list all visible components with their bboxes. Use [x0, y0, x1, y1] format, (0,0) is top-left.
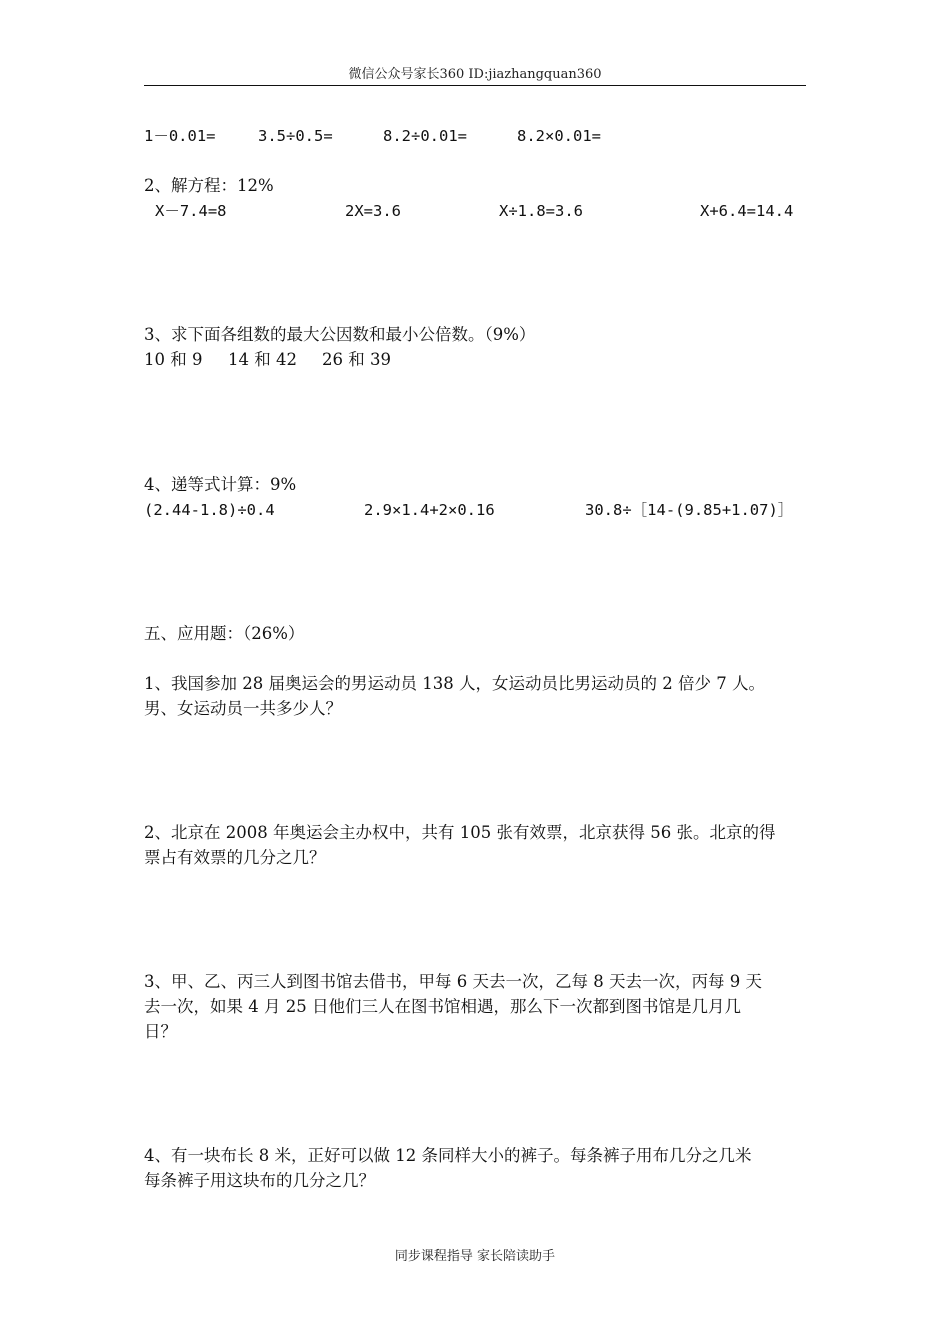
- step-calc-item: 2.9×1.4+2×0.16: [364, 501, 495, 519]
- gcd-lcm-title: 3、求下面各组数的最大公因数和最小公倍数。（9%）: [144, 325, 536, 344]
- problem-1-line: 1、我国参加 28 届奥运会的男运动员 138 人，女运动员比男运动员的 2 倍少 7 人。: [144, 674, 765, 693]
- problem-1-line: 男、女运动员一共多少人？: [144, 699, 342, 718]
- gcd-lcm-item: 14 和 42: [228, 350, 297, 369]
- problem-4-line: 每条裤子用这块布的几分之几？: [144, 1171, 375, 1190]
- equations-title: 2、解方程：12%: [144, 176, 274, 195]
- header-rule: [144, 85, 806, 86]
- problem-2-line: 票占有效票的几分之几？: [144, 848, 326, 867]
- problem-3-line: 去一次，如果 4 月 25 日他们三人在图书馆相遇，那么下一次都到图书馆是几月几: [144, 997, 741, 1016]
- oral-calc-item: 3.5÷0.5=: [258, 127, 333, 145]
- equation-item: 2X=3.6: [345, 202, 401, 220]
- page-header: 微信公众号家长360 ID:jiazhangquan360: [348, 67, 602, 82]
- gcd-lcm-item: 10 和 9: [144, 350, 203, 369]
- problem-3-line: 日？: [144, 1022, 177, 1041]
- oral-calc-item: 1－0.01=: [144, 127, 216, 145]
- step-calc-title: 4、递等式计算：9%: [144, 475, 297, 494]
- equation-item: X÷1.8=3.6: [499, 202, 583, 220]
- step-calc-item: (2.44-1.8)÷0.4: [144, 501, 275, 519]
- page-footer: 同步课程指导 家长陪读助手: [394, 1249, 556, 1264]
- step-calc-item: 30.8÷［14-(9.85+1.07)］: [585, 501, 794, 519]
- equation-item: X+6.4=14.4: [700, 202, 794, 220]
- problem-4-line: 4、有一块布长 8 米，正好可以做 12 条同样大小的裤子。每条裤子用布几分之几米: [144, 1146, 752, 1165]
- applications-title: 五、应用题：（26%）: [144, 624, 305, 643]
- gcd-lcm-item: 26 和 39: [322, 350, 391, 369]
- oral-calc-item: 8.2×0.01=: [517, 127, 601, 145]
- oral-calc-item: 8.2÷0.01=: [383, 127, 467, 145]
- problem-3-line: 3、甲、乙、丙三人到图书馆去借书，甲每 6 天去一次，乙每 8 天去一次，丙每 9 天: [144, 972, 762, 991]
- equation-item: X－7.4=8: [155, 202, 227, 220]
- problem-2-line: 2、北京在 2008 年奥运会主办权中，共有 105 张有效票，北京获得 56 张。北京的得: [144, 823, 776, 842]
